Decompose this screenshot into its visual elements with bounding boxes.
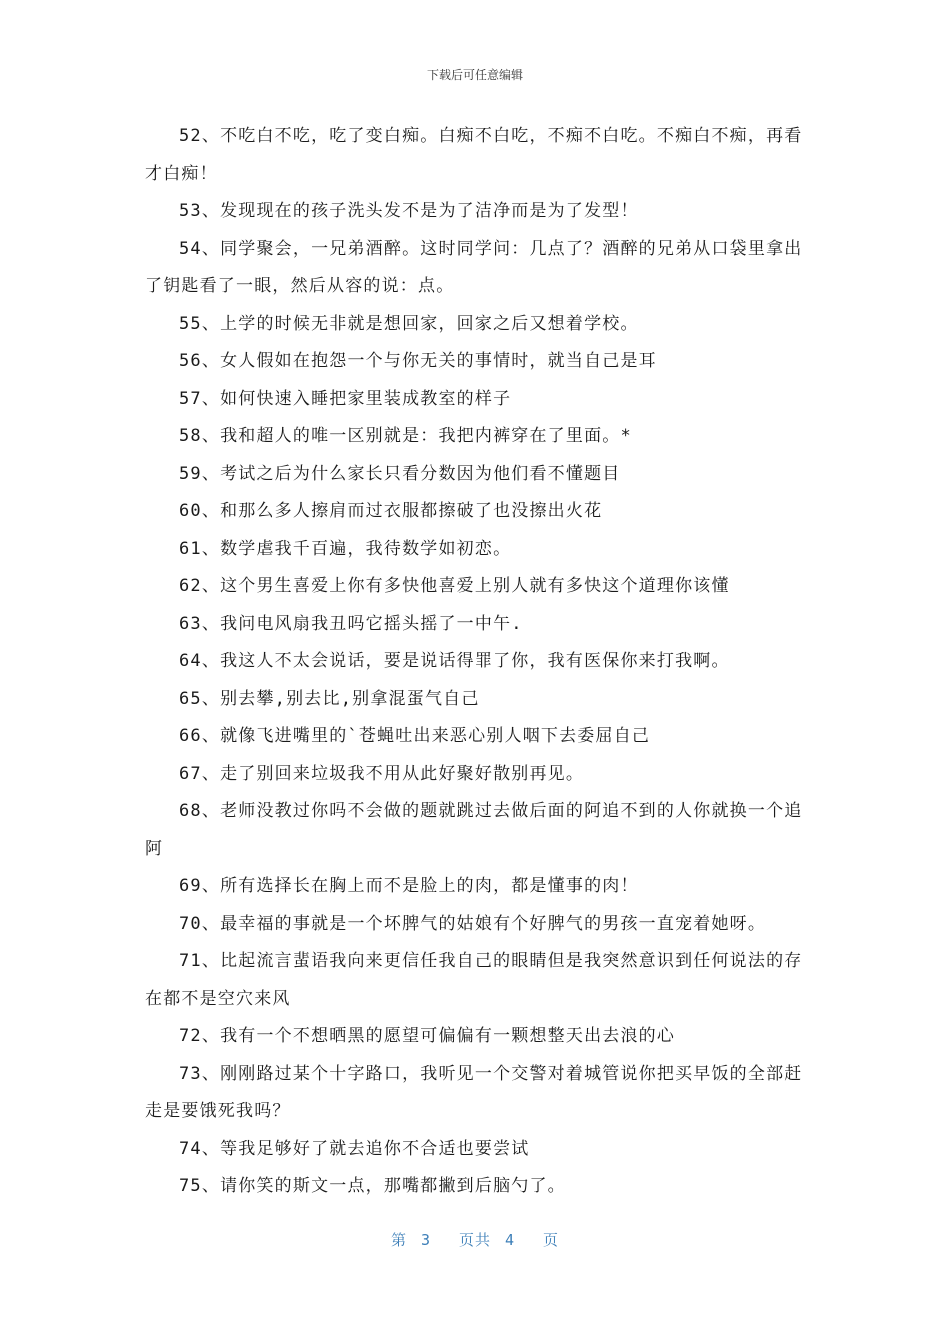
list-item: 69、所有选择长在胸上而不是脸上的肉，都是懂事的肉！: [179, 876, 639, 896]
list-item: 63、我问电风扇我丑吗它摇头摇了一中午.: [179, 613, 523, 634]
current-page-number: 3: [420, 1231, 431, 1249]
list-item: 52、不吃白不吃，吃了变白痴。白痴不白吃，不痴不白吃。不痴白不痴，再看才白痴！: [145, 126, 803, 184]
list-item: 58、我和超人的唯一区别就是：我把内裤穿在了里面。*: [179, 426, 632, 446]
list-item: 66、就像飞进嘴里的`苍蝇吐出来恶心别人咽下去委屈自己: [179, 726, 651, 746]
list-item: 59、考试之后为什么家长只看分数因为他们看不懂题目: [179, 463, 621, 484]
page-footer: [0, 1229, 950, 1250]
total-page-count: 4: [505, 1231, 516, 1249]
list-item: 53、发现现在的孩子洗头发不是为了洁净而是为了发型！: [179, 201, 639, 221]
list-item: 68、老师没教过你吗不会做的题就跳过去做后面的阿追不到的人你就换一个追阿: [145, 801, 803, 859]
list-item: 75、请你笑的斯文一点，那嘴都撇到后脑勺了。: [179, 1176, 566, 1196]
list-item: 57、如何快速入睡把家里装成教室的样子: [179, 388, 512, 409]
page-label-prefix: 第: [390, 1231, 407, 1249]
list-item: 70、最幸福的事就是一个坏脾气的姑娘有个好脾气的男孩一直宠着她呀。: [179, 913, 767, 934]
list-item: 55、上学的时候无非就是想回家，回家之后又想着学校。: [179, 313, 639, 334]
list-item: 62、这个男生喜爱上你有多快他喜爱上别人就有多快这个道理你该懂: [179, 576, 730, 596]
list-item: 71、比起流言蜚语我向来更信任我自己的眼睛但是我突然意识到任何说法的存在都不是空穴来风: [145, 951, 803, 1009]
list-item: 65、别去攀,别去比,别拿混蛋气自己: [179, 688, 480, 709]
list-item: 56、女人假如在抱怨一个与你无关的事情时，就当自己是耳: [179, 351, 657, 371]
page-header: 下载后可任意编辑: [426, 68, 523, 82]
list-item: 74、等我足够好了就去追你不合适也要尝试: [179, 1138, 530, 1159]
list-item: 72、我有一个不想晒黑的愿望可偏偏有一颗想整天出去浪的心: [179, 1026, 676, 1046]
page-label-middle: 页共: [458, 1231, 491, 1249]
document-body: [145, 118, 805, 1206]
list-item: 73、刚刚路过某个十字路口，我听见一个交警对着城管说你把买早饭的全部赶走是要饿死我吗？: [145, 1063, 803, 1121]
page-label-suffix: 页: [543, 1231, 560, 1249]
list-item: 64、我这人不太会说话，要是说话得罪了你，我有医保你来打我啊。: [179, 651, 730, 671]
list-item: 54、同学聚会，一兄弟酒醉。这时同学问：几点了？酒醉的兄弟从口袋里拿出了钥匙看了一眼，然后从容的说：点。: [145, 238, 803, 296]
list-item: 61、数学虐我千百遍，我待数学如初恋。: [179, 538, 512, 559]
list-item: 60、和那么多人擦肩而过衣服都擦破了也没擦出火花: [179, 501, 603, 521]
list-item: 67、走了别回来垃圾我不用从此好聚好散别再见。: [179, 763, 585, 784]
